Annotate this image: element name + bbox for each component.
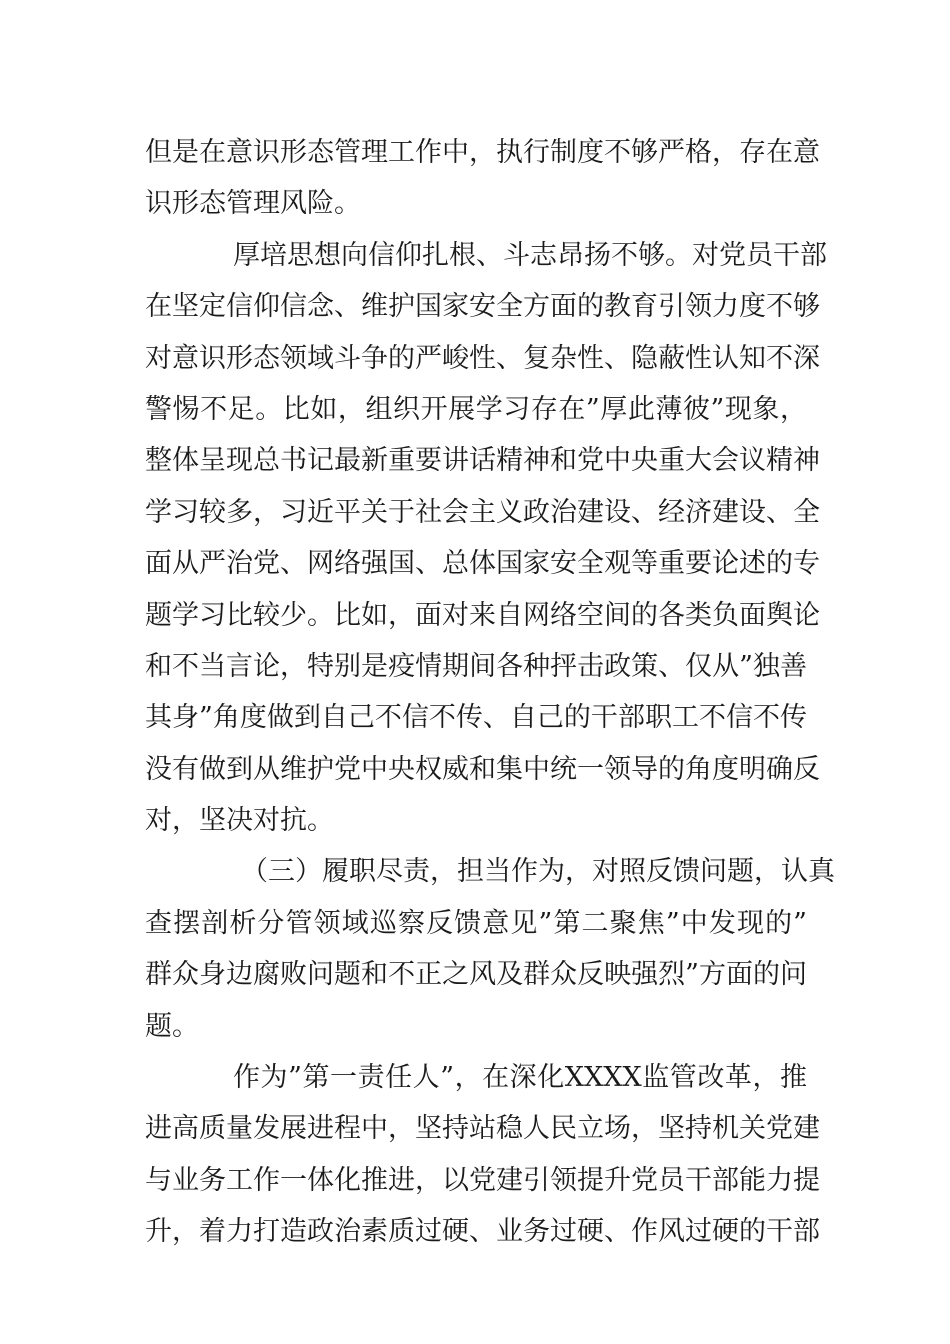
text-line: 查摆剖析分管领域巡察反馈意见”第二聚焦”中发现的”	[145, 907, 807, 939]
text-line: 作为”第一责任人”，在深化XXXX监管改革，推	[233, 1062, 807, 1094]
paragraph	[145, 846, 835, 1052]
text-line: 没有做到从维护党中央权威和集中统一领导的角度明确反	[145, 753, 820, 785]
document-body	[145, 127, 835, 1258]
text-line: 对意识形态领域斗争的严峻性、复杂性、隐蔽性认知不深	[145, 342, 820, 374]
text-line: 群众身边腐败问题和不正之风及群众反映强烈”方面的问	[145, 959, 807, 991]
text-line: 警惕不足。比如，组织开展学习存在”厚此薄彼”现象，	[145, 393, 807, 425]
text-line: 和不当言论，特别是疫情期间各种抨击政策、仅从”独善	[145, 650, 807, 682]
text-line: 厚培思想向信仰扎根、斗志昂扬不够。对党员干部	[233, 239, 827, 271]
text-line: 整体呈现总书记最新重要讲话精神和党中央重大会议精神	[145, 445, 820, 477]
text-line: 学习较多，习近平关于社会主义政治建设、经济建设、全	[145, 496, 820, 528]
text-line: 但是在意识形态管理工作中，执行制度不够严格，存在意	[145, 137, 820, 168]
text-line: 题。	[145, 1010, 199, 1042]
paragraph	[145, 1052, 820, 1258]
text-line: 与业务工作一体化推进，以党建引领提升党员干部能力提	[145, 1164, 820, 1196]
paragraph	[145, 230, 827, 847]
text-line: 题学习比较少。比如，面对来自网络空间的各类负面舆论	[145, 599, 820, 631]
text-line: 识形态管理风险。	[145, 188, 361, 220]
text-line: 在坚定信仰信念、维护国家安全方面的教育引领力度不够	[145, 291, 820, 323]
text-line: 其身”角度做到自己不信不传、自己的干部职工不信不传	[145, 702, 807, 734]
text-line: 对，坚决对抗。	[145, 805, 334, 837]
text-line: 进高质量发展进程中，坚持站稳人民立场，坚持机关党建	[145, 1113, 820, 1145]
text-line: 升，着力打造政治素质过硬、业务过硬、作风过硬的干部	[145, 1216, 820, 1248]
paragraph	[145, 127, 820, 230]
text-line: （三）履职尽责，担当作为，对照反馈问题，认真	[241, 856, 835, 888]
text-line: 面从严治党、网络强国、总体国家安全观等重要论述的专	[145, 548, 820, 580]
